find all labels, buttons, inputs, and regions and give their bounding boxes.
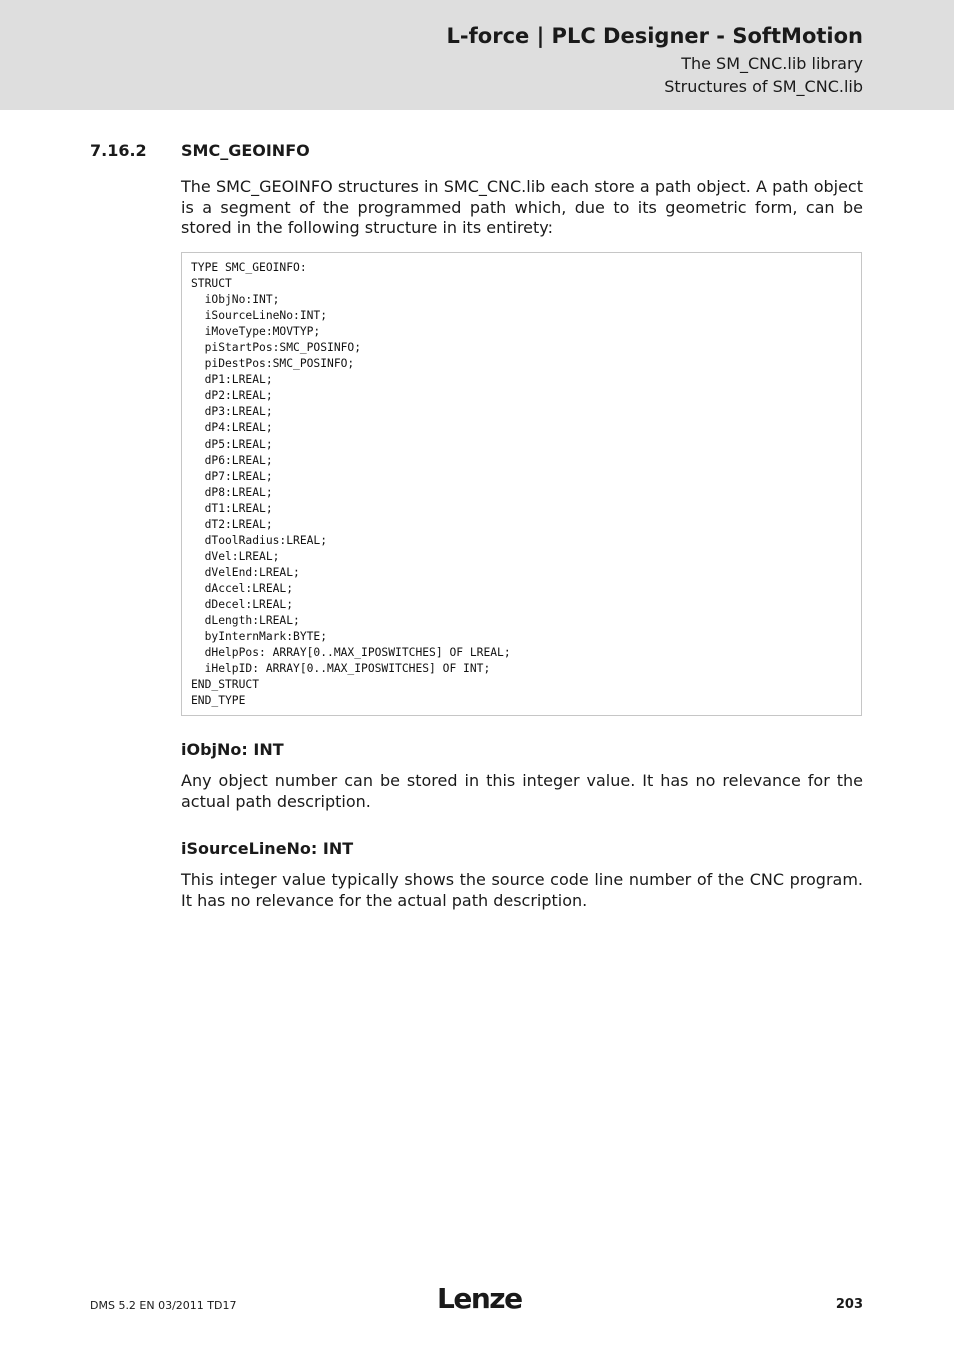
field-description-isourcelineno: This integer value typically shows the source code line number of the CNC program. It has no relevance for the actual path description.: [181, 870, 863, 910]
field-description-iobjno: Any object number can be stored in this integer value. It has no relevance for the actual path description.: [181, 771, 863, 811]
header-band: [0, 0, 954, 110]
intro-paragraph: The SMC_GEOINFO structures in SMC_CNC.lib each store a path object. A path object is a segment of the programmed path which, due to its geometric form, can be stored in the following structure in its entirety:: [181, 177, 863, 237]
section-title: SMC_GEOINFO: [181, 141, 310, 160]
document-id: DMS 5.2 EN 03/2011 TD17: [90, 1299, 237, 1312]
section-number: 7.16.2: [90, 141, 147, 160]
code-text: TYPE SMC_GEOINFO: STRUCT iObjNo:INT; iSourceLineNo:INT; iMoveType:MOVTYP; piStartPos:SMC_POSINFO; piDestPos:SMC_POSINFO; dP1:LREAL; dP2:LREAL; dP3:LREAL; dP4:LREAL; dP5:LREAL; dP6:LREAL; dP7:LREAL; dP8:LREAL; dT1:LREAL; dT2:LREAL; dToolRadius:LREAL; dVel:LREAL; dVelEnd:LREAL; dAccel:LREAL; dDecel:LREAL; dLength:LREAL; byInternMark:BYTE; dHelpPos: ARRAY[0..MAX_IPOSWITCHES] OF LREAL; iHelpID: ARRAY[0..MAX_IPOSWITCHES] OF INT; END_STRUCT END_TYPE: [191, 261, 511, 708]
field-heading-iobjno: iObjNo: INT: [181, 740, 284, 759]
document-title: L-force | PLC Designer - SoftMotion: [446, 24, 863, 48]
code-listing: [181, 252, 862, 716]
page-number: 203: [835, 1297, 863, 1312]
section-subtitle: Structures of SM_CNC.lib: [664, 77, 863, 96]
field-heading-isourcelineno: iSourceLineNo: INT: [181, 839, 354, 858]
chapter-subtitle: The SM_CNC.lib library: [681, 54, 863, 73]
lenze-logo: Lenze: [437, 1282, 522, 1315]
